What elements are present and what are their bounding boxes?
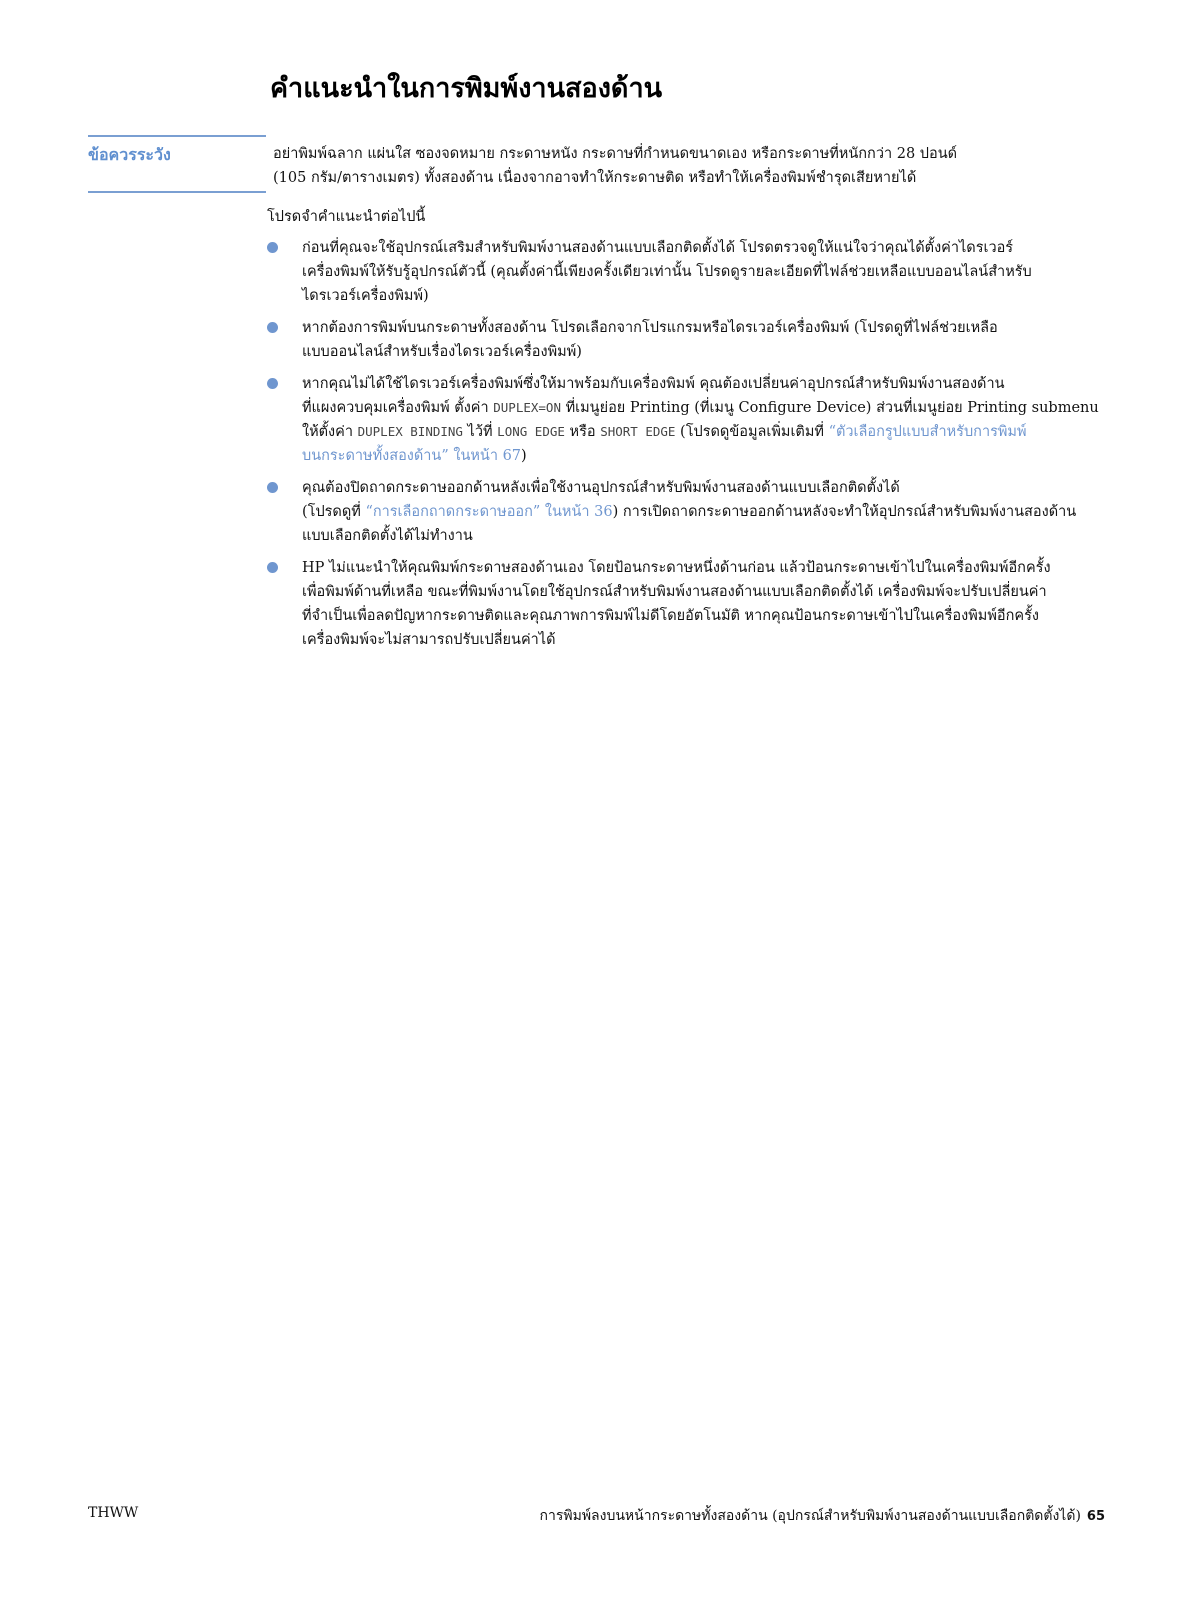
footer-section-title: การพิมพ์ลงบนหน้ากระดาษทั้งสองด้าน (อุปกรณ์สำหรับพิมพ์งานสองด้านแบบเลือกติดตั้งได้) bbox=[539, 1508, 1081, 1524]
duplex-options-link-cont[interactable]: บนกระดาษทั้งสองด้าน” ในหน้า 67 bbox=[302, 448, 522, 464]
tip-item-2 bbox=[267, 316, 1127, 364]
tip-2-line-2: แบบออนไลน์สำหรับเรื่องไดรเวอร์เครื่องพิมพ์) bbox=[302, 344, 582, 360]
caution-label-box bbox=[88, 135, 266, 193]
tip-4-text: ) การเปิดถาดกระดาษออกด้านหลังจะทำให้อุปกรณ์สำหรับพิมพ์งานสองด้าน bbox=[612, 504, 1077, 520]
tip-3-text: ) bbox=[521, 448, 527, 464]
tip-item-1 bbox=[267, 236, 1127, 308]
tip-3-text: ให้ตั้งค่า bbox=[302, 424, 358, 440]
tip-item-5 bbox=[267, 556, 1127, 652]
tip-3-text: ไว้ที่ bbox=[462, 424, 498, 440]
tip-3-text: หรือ bbox=[564, 424, 601, 440]
setting-short-edge: SHORT EDGE bbox=[600, 424, 676, 439]
caution-text bbox=[273, 142, 1123, 190]
tip-4-line-1: คุณต้องปิดถาดกระดาษออกด้านหลังเพื่อใช้งานอุปกรณ์สำหรับพิมพ์งานสองด้านแบบเลือกติดตั้งได้ bbox=[302, 480, 900, 496]
setting-duplex-on: DUPLEX=ON bbox=[493, 400, 561, 415]
tip-3-text: ที่เมนูย่อย Printing (ที่เมนู Configure Device) ส่วนที่เมนูย่อย Printing submenu bbox=[560, 400, 1099, 416]
tip-3-line-4 bbox=[302, 444, 1127, 468]
caution-line-1: อย่าพิมพ์ฉลาก แผ่นใส ซองจดหมาย กระดาษหนัง กระดาษที่กำหนดขนาดเอง หรือกระดาษที่หนักกว่า 28 ปอนด์ bbox=[273, 146, 958, 162]
bullet-icon bbox=[267, 378, 278, 389]
footer-section bbox=[540, 1505, 1106, 1527]
setting-long-edge: LONG EDGE bbox=[497, 424, 565, 439]
tip-3-line-2 bbox=[302, 396, 1127, 420]
caution-line-2: (105 กรัม/ตารางเมตร) ทั้งสองด้าน เนื่องจากอาจทำให้กระดาษติด หรือทำให้เครื่องพิมพ์ชำรุดเสียหายได้ bbox=[273, 170, 917, 186]
tips-list bbox=[267, 236, 1127, 660]
tip-4-line-3: แบบเลือกติดตั้งได้ไม่ทำงาน bbox=[302, 528, 473, 544]
output-bin-link[interactable]: “การเลือกถาดกระดาษออก” ในหน้า 36 bbox=[365, 504, 613, 520]
intro-text: โปรดจำคำแนะนำต่อไปนี้ bbox=[267, 209, 426, 225]
tip-3-text: ที่แผงควบคุมเครื่องพิมพ์ ตั้งค่า bbox=[302, 400, 494, 416]
bullet-icon bbox=[267, 322, 278, 333]
tip-1-line-3: ไดรเวอร์เครื่องพิมพ์) bbox=[302, 288, 429, 304]
tip-3-line-3 bbox=[302, 420, 1127, 444]
bullet-icon bbox=[267, 482, 278, 493]
tip-4-text: (โปรดดูที่ bbox=[302, 504, 366, 520]
tip-1-line-1: ก่อนที่คุณจะใช้อุปกรณ์เสริมสำหรับพิมพ์งานสองด้านแบบเลือกติดตั้งได้ โปรดตรวจดูให้แน่ใจว่าคุณได้ตั้งค่าไดรเวอร์ bbox=[302, 240, 1014, 256]
tip-5-line-1: HP ไม่แนะนำให้คุณพิมพ์กระดาษสองด้านเอง โดยป้อนกระดาษหนึ่งด้านก่อน แล้วป้อนกระดาษเข้าไปในเครื่องพิมพ์อีกครั้ง bbox=[302, 560, 1051, 576]
tip-item-4 bbox=[267, 476, 1127, 548]
caution-label: ข้อควรระวัง bbox=[88, 145, 171, 164]
tip-3-text: (โปรดดูข้อมูลเพิ่มเติมที่ bbox=[675, 424, 829, 440]
bullet-icon bbox=[267, 242, 278, 253]
tip-4-line-2 bbox=[302, 500, 1127, 524]
page-number: 65 bbox=[1086, 1509, 1105, 1524]
tip-1-line-2: เครื่องพิมพ์ให้รับรู้อุปกรณ์ตัวนี้ (คุณตั้งค่านี้เพียงครั้งเดียวเท่านั้น โปรดดูรายละเอียดที่ไฟล์ช่วยเหลือแบบออนไลน์สำหรับ bbox=[302, 264, 1032, 280]
page-title: คำแนะนำในการพิมพ์งานสองด้าน bbox=[270, 73, 663, 104]
tip-5-line-4: เครื่องพิมพ์จะไม่สามารถปรับเปลี่ยนค่าได้ bbox=[302, 632, 556, 648]
tip-3-line-1: หากคุณไม่ได้ใช้ไดรเวอร์เครื่องพิมพ์ซึ่งให้มาพร้อมกับเครื่องพิมพ์ คุณต้องเปลี่ยนค่าอุปกรณ์สำหรับพิมพ์งานสองด้าน bbox=[302, 376, 1005, 392]
tip-5-line-2: เพื่อพิมพ์ด้านที่เหลือ ขณะที่พิมพ์งานโดยใช้อุปกรณ์สำหรับพิมพ์งานสองด้านแบบเลือกติดตั้งได้ เครื่องพิมพ์จะปรับเปลี่ยนค่า bbox=[302, 584, 1047, 600]
tip-2-line-1: หากต้องการพิมพ์บนกระดาษทั้งสองด้าน โปรดเลือกจากโปรแกรมหรือไดรเวอร์เครื่องพิมพ์ (โปรดดูที่ไฟล์ช่วยเหลือ bbox=[302, 320, 998, 336]
bullet-icon bbox=[267, 562, 278, 573]
footer-code: THWW bbox=[88, 1505, 139, 1521]
duplex-options-link[interactable]: “ตัวเลือกรูปแบบสำหรับการพิมพ์ bbox=[828, 424, 1027, 440]
setting-duplex-binding: DUPLEX BINDING bbox=[357, 424, 463, 439]
tip-item-3 bbox=[267, 372, 1127, 468]
tip-5-line-3: ที่จำเป็นเพื่อลดปัญหากระดาษติดและคุณภาพการพิมพ์ไม่ดีโดยอัตโนมัติ หากคุณป้อนกระดาษเข้าไปในเครื่องพิมพ์อีกครั้ง bbox=[302, 608, 1039, 624]
